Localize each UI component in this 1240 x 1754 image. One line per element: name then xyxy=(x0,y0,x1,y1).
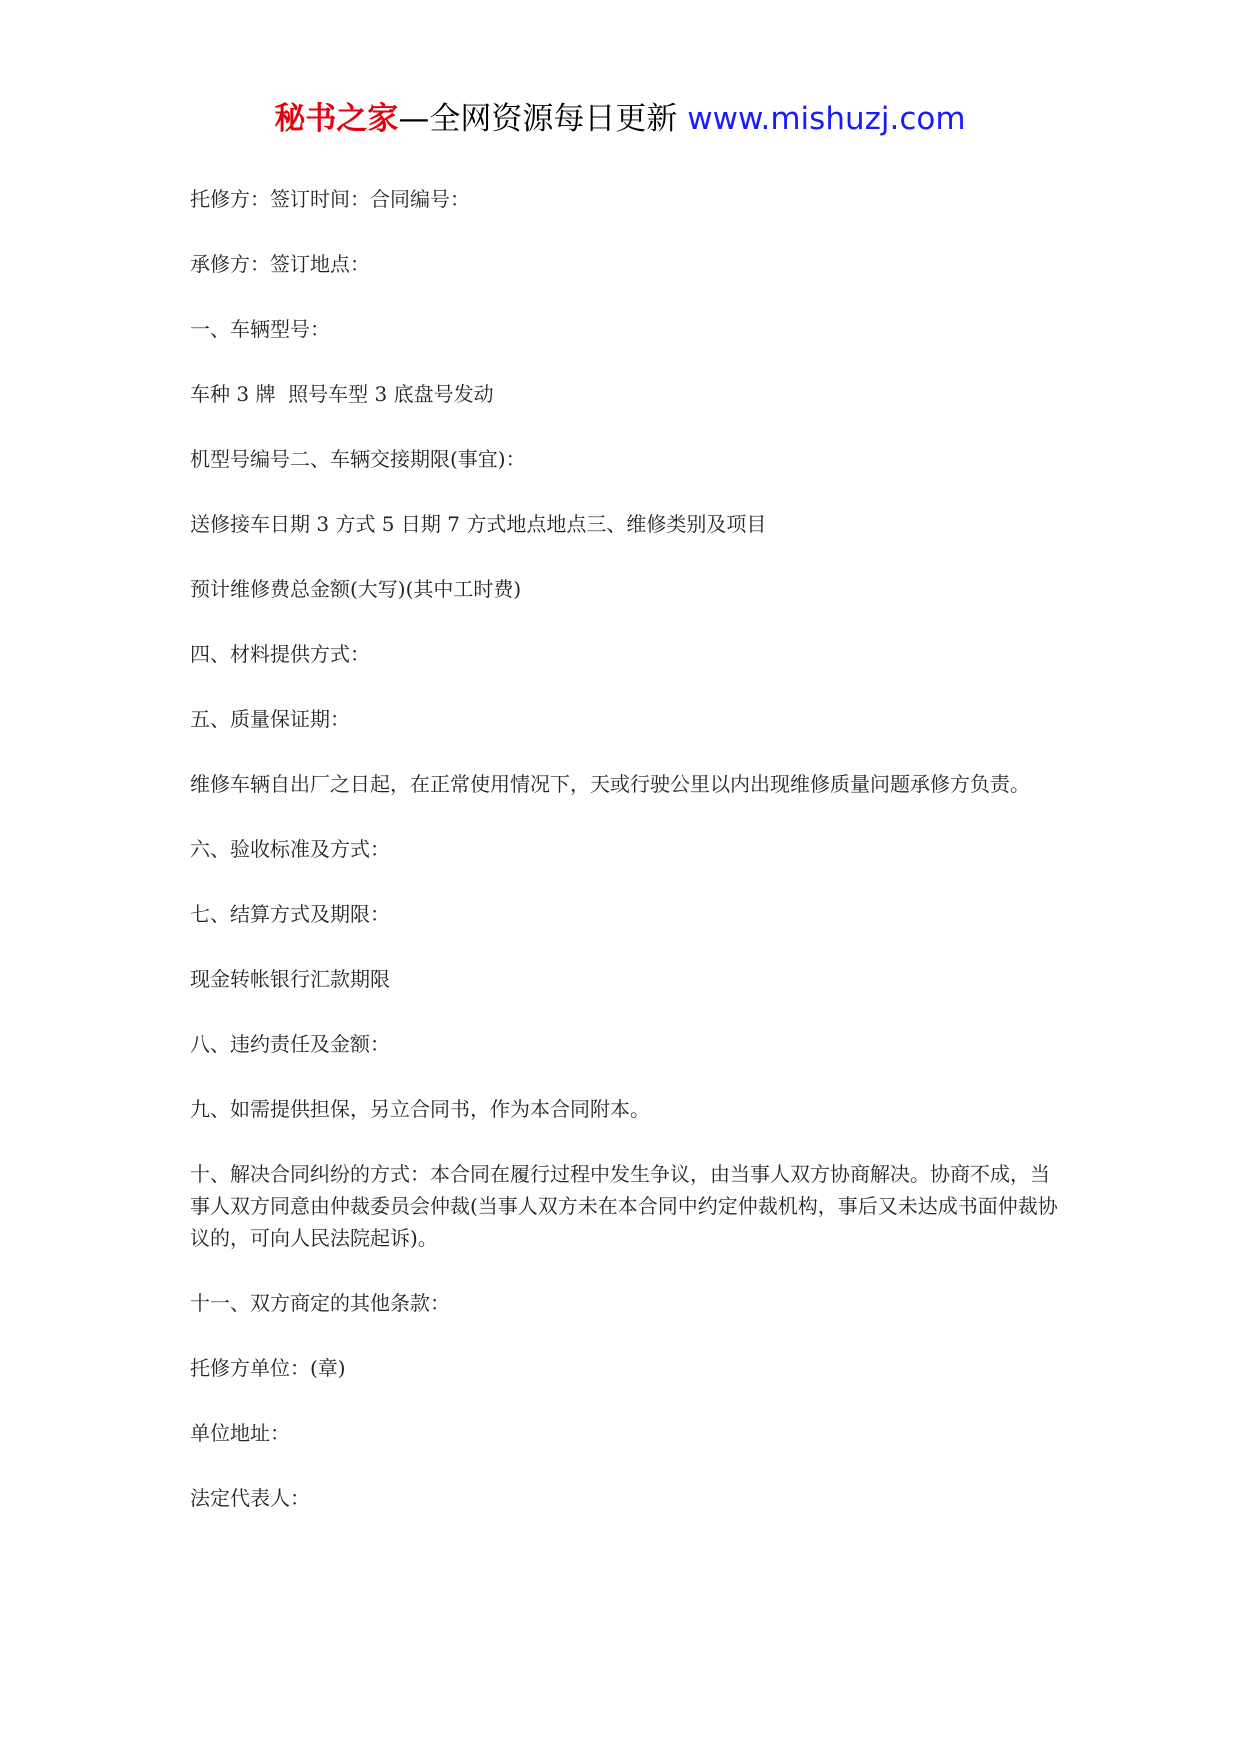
section-guarantee: 九、如需提供担保，另立合同书，作为本合同附本。 xyxy=(190,1097,650,1121)
signature-legal-rep: 法定代表人： xyxy=(190,1486,310,1510)
brand-name: 秘书之家 xyxy=(274,101,399,137)
paragraph-warranty-terms: 维修车辆自出厂之日起，在正常使用情况下，天或行驶公里以内出现维修质量问题承修方负责。 xyxy=(190,772,1030,796)
section-heading-materials: 四、材料提供方式： xyxy=(190,642,370,666)
section-heading-acceptance: 六、验收标准及方式： xyxy=(190,837,390,861)
section-heading-settlement: 七、结算方式及期限： xyxy=(190,902,390,926)
paragraph-delivery-repair-items: 送修接车日期 3 方式 5 日期 7 方式地点地点三、维修类别及项目 xyxy=(190,512,767,536)
section-heading-other-terms: 十一、双方商定的其他条款： xyxy=(190,1291,450,1315)
paragraph-payment-methods: 现金转帐银行汇款期限 xyxy=(190,967,390,991)
paragraph-estimated-cost: 预计维修费总金额(大写)(其中工时费) xyxy=(190,577,522,601)
section-dispute-resolution: 十、解决合同纠纷的方式：本合同在履行过程中发生争议，由当事人双方协商解决。协商不成，当事人双方同意由仲裁委员会仲裁(当事人双方未在本合同中约定仲裁机构，事后又未达成书面仲裁协议的，可向人民法院起诉)。 xyxy=(190,1162,1058,1250)
section-heading-warranty: 五、质量保证期： xyxy=(190,707,350,731)
header-tagline: —全网资源每日更新 xyxy=(398,101,688,137)
section-heading-vehicle-model: 一、车辆型号： xyxy=(190,317,330,341)
paragraph-vehicle-details: 车种 3 牌 照号车型 3 底盘号发动 xyxy=(190,382,494,406)
paragraph-parties-repairer: 承修方：签订地点： xyxy=(190,252,370,276)
signature-client-unit: 托修方单位：(章) xyxy=(190,1356,346,1380)
site-header xyxy=(0,98,1240,140)
paragraph-engine-handover: 机型号编号二、车辆交接期限(事宜)： xyxy=(190,447,526,471)
site-url: www.mishuzj.com xyxy=(687,101,966,137)
contract-body xyxy=(190,183,1060,1547)
section-heading-breach: 八、违约责任及金额： xyxy=(190,1032,390,1056)
paragraph-parties-client: 托修方：签订时间：合同编号： xyxy=(190,187,470,211)
signature-unit-address: 单位地址： xyxy=(190,1421,290,1445)
